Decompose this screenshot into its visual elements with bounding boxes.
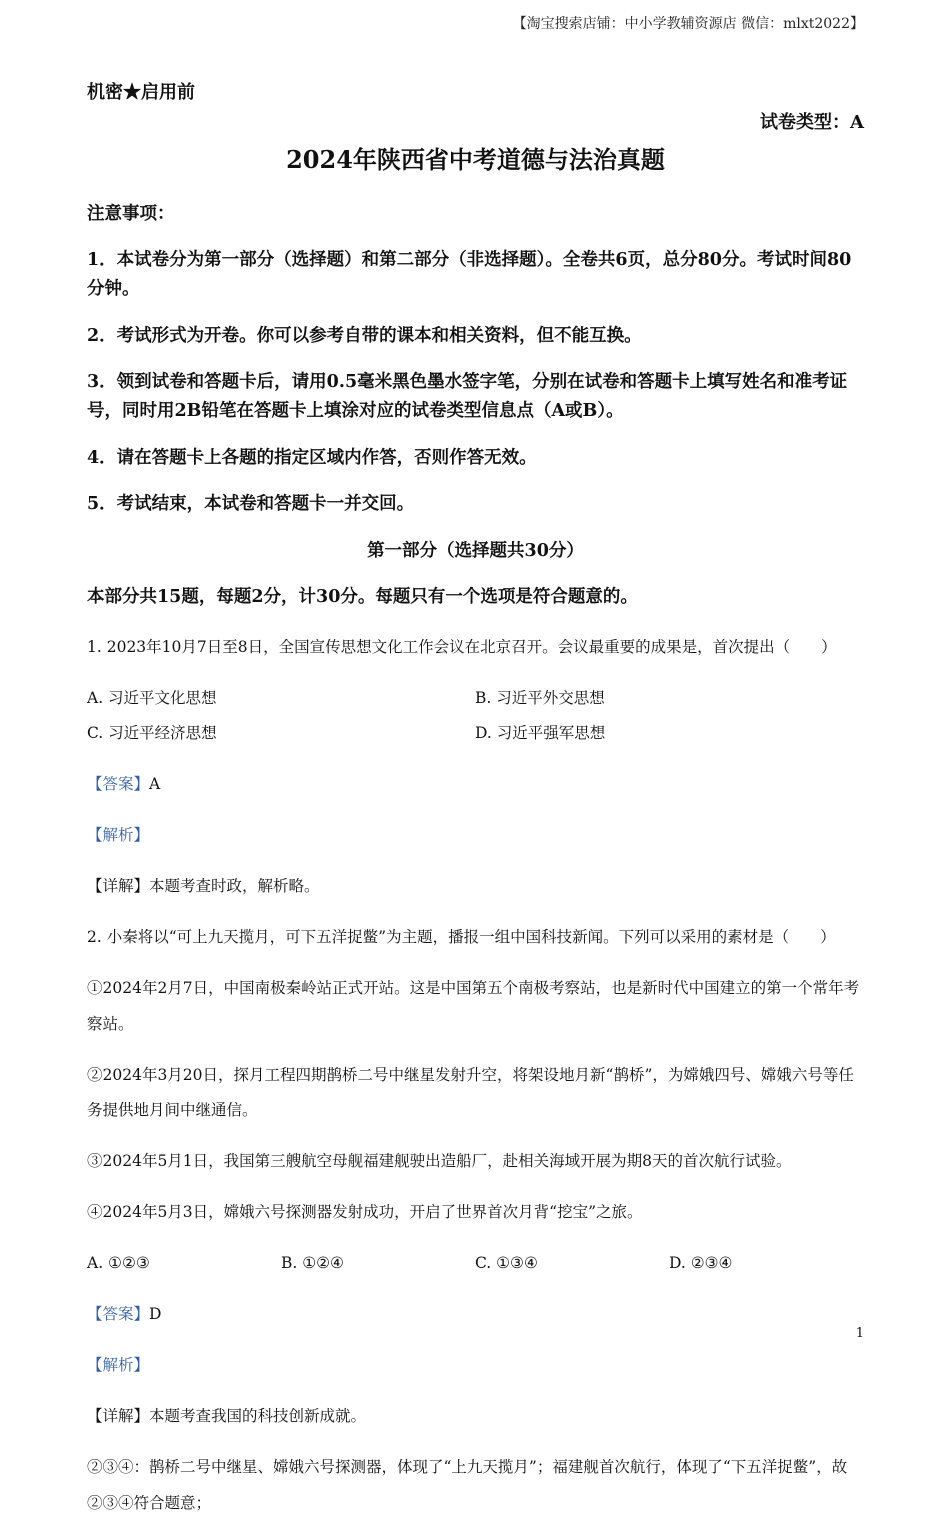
detail-tag: 【详解】 (87, 1407, 150, 1425)
statement-item: ②2024年3月20日，探月工程四期鹊桥二号中继星发射升空，将架设地月新“鹊桥”，为嫦娥四号、嫦娥六号等任务提供地月间中继通信。 (87, 1065, 854, 1119)
detail-text: 本题考查我国的科技创新成就。 (149, 1407, 367, 1425)
detail-line (87, 869, 864, 905)
detail-tag: 【详解】 (87, 877, 150, 895)
notice-heading: 注意事项： (87, 203, 175, 224)
answer-tag: 【答案】 (87, 1305, 150, 1323)
options-row (87, 716, 864, 752)
analysis-line (87, 818, 864, 854)
part1-heading: 第一部分（选择题共30分） (367, 540, 584, 561)
notice-section (87, 200, 864, 520)
page-number: 1 (855, 1326, 864, 1341)
option-a: A. ①②③ (87, 1254, 150, 1272)
statement-item: ①2024年2月7日，中国南极秦岭站正式开站。这是中国第五个南极考察站，也是新时代中国建立的第一个常年考察站。 (87, 979, 860, 1033)
answer-line (87, 1297, 864, 1333)
shop-header-note: 【淘宝搜索店铺：中小学教辅资源店 微信：mlxt2022】 (512, 16, 864, 32)
document-content (87, 78, 864, 1537)
option-a: A. 习近平文化思想 (87, 688, 217, 707)
analysis-tag: 【解析】 (87, 826, 150, 844)
detail-text: 本题考查时政，解析略。 (149, 877, 320, 895)
option-d: D. ②③④ (669, 1254, 733, 1272)
answer-value: A (149, 775, 161, 793)
analysis-tag: 【解析】 (87, 1356, 150, 1374)
statement-item: ④2024年5月3日，嫦娥六号探测器发射成功，开启了世界首次月背“挖宝”之旅。 (87, 1203, 643, 1221)
answer-value: D (149, 1305, 162, 1323)
detail-line (87, 1399, 864, 1435)
notice-item: 2．考试形式为开卷。你可以参考自带的课本和相关资料，但不能互换。 (87, 325, 642, 346)
options-row (87, 681, 864, 717)
page-title: 2024年陕西省中考道德与法治真题 (286, 145, 665, 174)
confidential-label: 机密★启用前 (87, 82, 195, 103)
analysis-line (87, 1348, 864, 1384)
question-2 (87, 920, 864, 1521)
paper-type: 试卷类型：A (760, 112, 864, 133)
option-b: B. 习近平外交思想 (475, 688, 605, 707)
answer-tag: 【答案】 (87, 775, 150, 793)
notice-item: 1．本试卷分为第一部分（选择题）和第二部分（非选择题）。全卷共6页，总分80分。考试时间80分钟。 (87, 250, 852, 299)
notice-item: 5．考试结束，本试卷和答题卡一并交回。 (87, 494, 415, 514)
notice-item: 3．领到试卷和答题卡后，请用0.5毫米黑色墨水签字笔，分别在试卷和答题卡上填写姓名和准考证号，同时用2B铅笔在答题卡上填涂对应的试卷类型信息点（A或B）。 (87, 372, 848, 421)
options-row (87, 1246, 864, 1282)
statement-item: ③2024年5月1日，我国第三艘航空母舰福建舰驶出造船厂，赴相关海域开展为期8天的首次航行试验。 (87, 1152, 792, 1170)
question-stem: 2. 小秦将以“可上九天揽月，可下五洋捉鳖”为主题，播报一组中国科技新闻。下列可以采用的素材是（ ） (87, 928, 836, 946)
notice-item: 4．请在答题卡上各题的指定区域内作答，否则作答无效。 (87, 447, 537, 468)
option-d: D. 习近平强军思想 (475, 724, 606, 742)
question-1 (87, 630, 864, 905)
option-c: C. 习近平经济思想 (87, 724, 217, 742)
option-b: B. ①②④ (281, 1254, 344, 1272)
explanation-text: ②③④：鹊桥二号中继星、嫦娥六号探测器，体现了“上九天揽月”；福建舰首次航行，体现了“下五洋捉鳖”，故②③④符合题意； (87, 1458, 848, 1512)
option-c: C. ①③④ (475, 1254, 538, 1272)
answer-line (87, 767, 864, 803)
part1-instruction: 本部分共15题，每题2分，计30分。每题只有一个选项是符合题意的。 (87, 587, 638, 607)
question-stem: 1. 2023年10月7日至8日，全国宣传思想文化工作会议在北京召开。会议最重要的成果是，首次提出（ ） (87, 637, 837, 656)
